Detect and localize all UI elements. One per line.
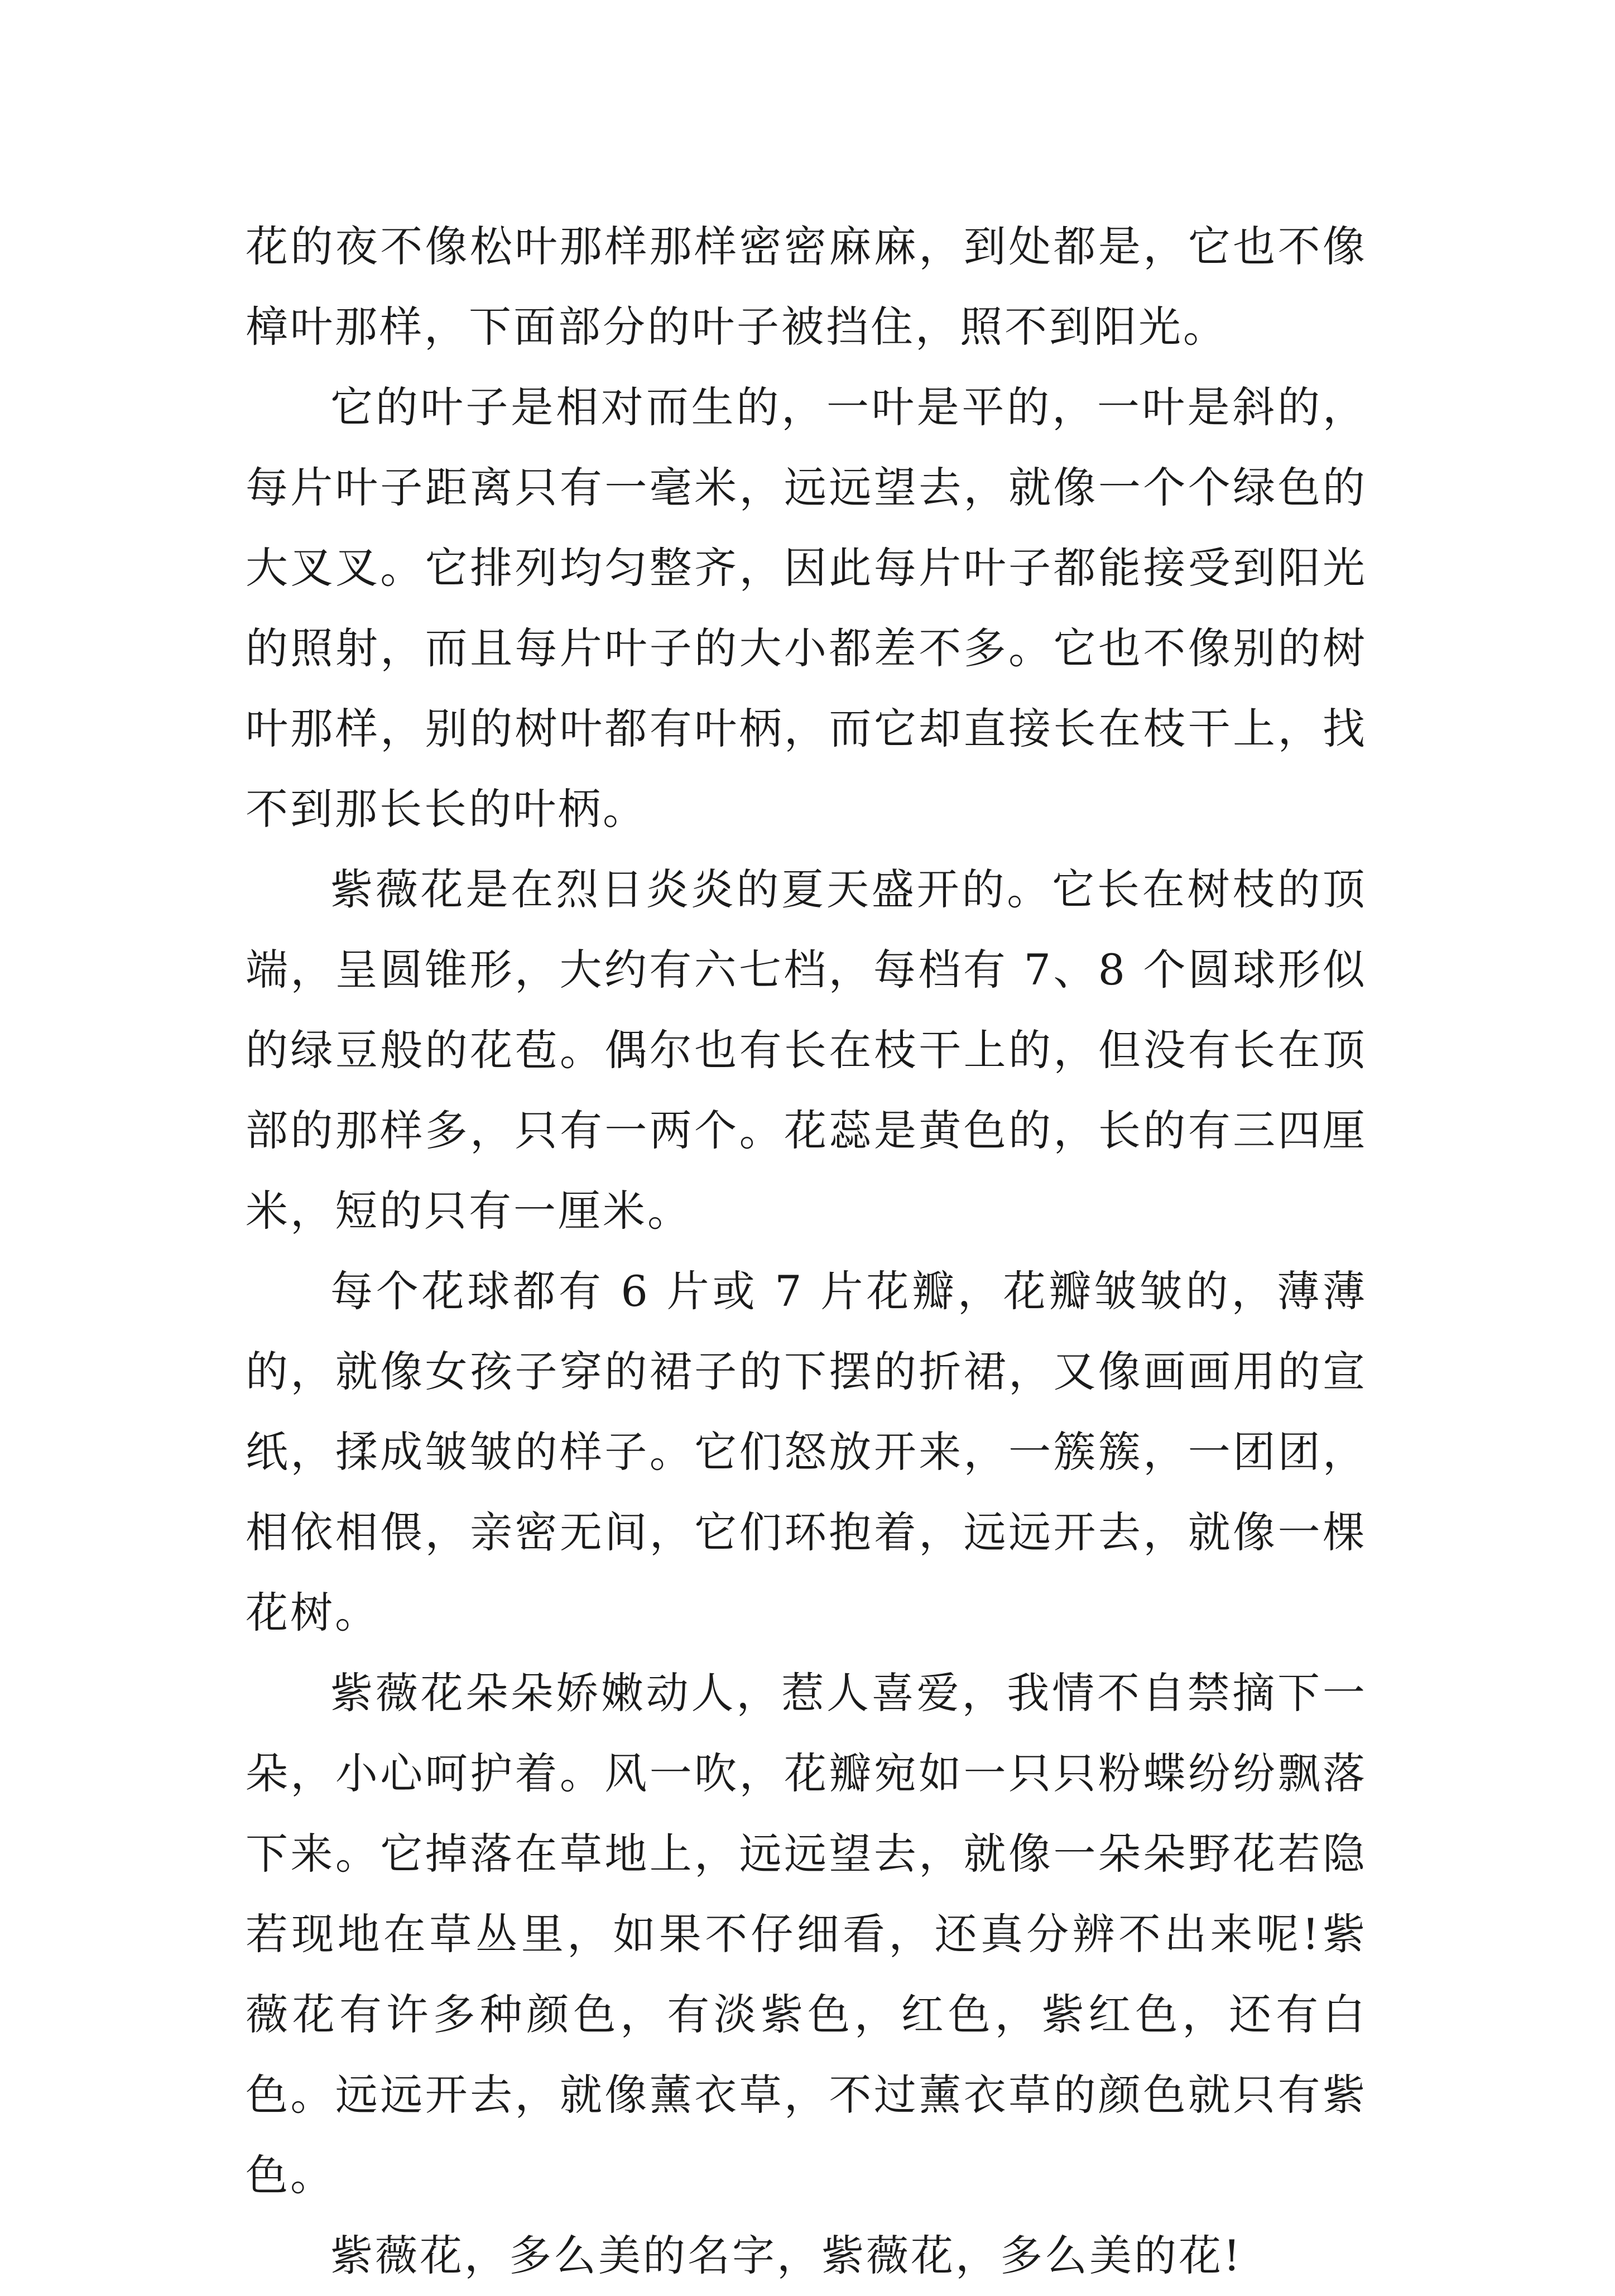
paragraph-3: 紫薇花是在烈日炎炎的夏天盛开的。它长在树枝的顶端，呈圆锥形，大约有六七档，每档有 7、8 个圆球形似的绿豆般的花苞。偶尔也有长在枝干上的，但没有长在顶部的那样多，只有一两个。花蕊是黄色的，长的有三四厘米，短的只有一厘米。 <box>246 864 1367 1236</box>
essay-body <box>246 206 1367 2296</box>
paragraph-6: 紫薇花，多么美的名字，紫薇花，多么美的花! <box>330 2231 1243 2280</box>
paragraph-5: 紫薇花朵朵娇嫩动人，惹人喜爱，我情不自禁摘下一朵，小心呵护着。风一吹，花瓣宛如一只只粉蝶纷纷飘落下来。它掉落在草地上，远远望去，就像一朵朵野花若隐若现地在草丛里，如果不仔细看，还真分辨不出来呢!紫薇花有许多种颜色，有淡紫色，红色，紫红色，还有白色。远远开去，就像薰衣草，不过薰衣草的颜色就只有紫色。 <box>246 1668 1367 2200</box>
paragraph-4: 每个花球都有 6 片或 7 片花瓣，花瓣皱皱的，薄薄的，就像女孩子穿的裙子的下摆的折裙，又像画画用的宣纸，揉成皱皱的样子。它们怒放开来，一簇簇，一团团，相依相偎，亲密无间，它们环抱着，远远开去，就像一棵花树。 <box>246 1266 1367 1637</box>
paragraph-1: 花的夜不像松叶那样那样密密麻麻，到处都是，它也不像樟叶那样，下面部分的叶子被挡住，照不到阳光。 <box>246 222 1367 352</box>
paragraph-2: 它的叶子是相对而生的，一叶是平的，一叶是斜的，每片叶子距离只有一毫米，远远望去，就像一个个绿色的大叉叉。它排列均匀整齐，因此每片叶子都能接受到阳光的照射，而且每片叶子的大小都差不多。它也不像别的树叶那样，别的树叶都有叶柄，而它却直接长在枝干上，找不到那长长的叶柄。 <box>246 382 1367 834</box>
